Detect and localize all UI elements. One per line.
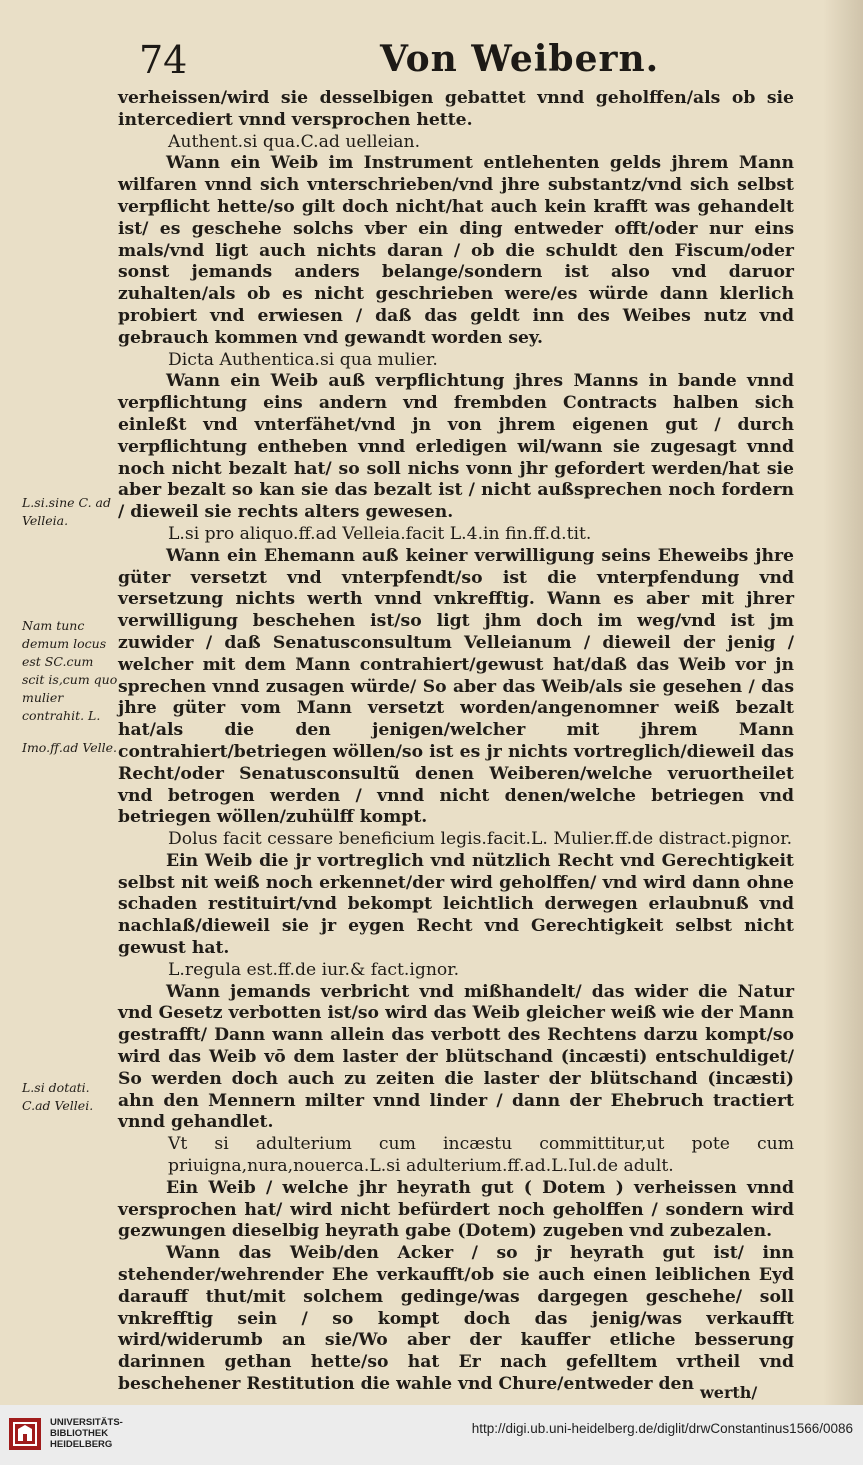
paragraph: Wann jemands verbricht vnd mißhandelt/ das wider die Natur vnd Gesetz verbotten ist/so wird das Weib gleicher weiß wie der Mann gestrafft/ Dann wann allein das verbott des Rechtens darzu kompt/so wird das Weib vō dem laster der blütschand (incæsti) entschuldiget/ So werden doch auch zu zeiten die laster der blütschand (incæsti) ahn den Mennern milter vnnd linder / dann der Ehebruch tractiert vnnd gehandlet.	[118, 981, 794, 1133]
text-line: verheissen/wird sie desselbigen gebattet vnnd geholffen/als ob sie intercediert vnnd versprochen hette.	[118, 88, 794, 130]
legal-citation: Dolus facit cessare beneficium legis.facit.L. Mulier.ff.de distract.pignor.	[168, 829, 793, 850]
paragraph: Wann ein Weib auß verpflichtung jhres Manns in bande vnnd verpflichtung eins andern vnd frembden Contracts halben sich einleßt vnd vnterfähet/vnd jn von jhrem eigenen gut / durch verpflichtung entheben vnnd erledigen wil/wann sie zugesagt vnnd noch nicht bezalt hat/ so soll nichs vonn jhr gefordert werden/hat sie aber bezalt so kan sie das bezalt ist / nicht außsprechen noch fordern / dieweil sie rechts alters gewesen.	[118, 371, 794, 523]
library-name-line: UNIVERSITÄTS-	[50, 1417, 123, 1428]
library-name-line: BIBLIOTHEK	[50, 1428, 109, 1439]
paragraph: Wann ein Weib im Instrument entlehenten gelds jhrem Mann wilfaren vnnd sich vnterschrieben/vnd jhre substantz/vnd sich selbst verpflicht hette/so gilt doch nicht/hat auch kein krafft was gehandelt ist/ es geschehe solchs vber ein ding entweder offt/oder nur eins mals/vnd ligt auch nichts daran / ob die schuldt den Fiscum/oder sonst jemands anders belange/sondern ist also vnd daruor zuhalten/als ob es nicht geschrieben were/es würde dann klerlich probiert vnd erwiesen / daß das geldt inn des Weibes nutz vnd gebrauch kommen vnd gewandt worden sey.	[118, 153, 794, 348]
main-text	[118, 88, 794, 1396]
catchword: werth/	[700, 1383, 758, 1402]
permalink-url[interactable]: http://digi.ub.uni-heidelberg.de/diglit/drwConstantinus1566/0086	[471, 1421, 853, 1436]
footer-bar	[0, 1405, 863, 1465]
legal-citation: Vt si adulterium cum incæstu committitur,ut pote cum priuigna,nura,nouerca.L.si adulterium.ff.ad.L.Iul.de adult.	[168, 1134, 794, 1177]
library-name-line: HEIDELBERG	[50, 1439, 113, 1450]
university-seal-icon	[8, 1417, 42, 1451]
paragraph: Wann ein Ehemann auß keiner verwilligung seins Eheweibs jhre güter versetzt vnd vnterpfendt/so ist die vnterpfendung vnd versetzung nichts werth vnnd vnkrefftig. Wann es aber mit jhrer verwilligung beschehen ist/so ligt jhm doch im weg/vnd ist jm zuwider / daß Senatusconsultum Velleianum / dieweil der jenig / welcher mit dem Mann contrahiert/gewust hat/daß das Weib vor jn sprechen vnnd zusagen würde/ So aber das Weib/als sie gesehen / das jhre güter vom Mann versetzt worden/angenomner weiß bezalt hat/als die den jenigen/welcher mit jhrem Mann contrahiert/betriegen wöllen/so ist es jr nichts vortreglich/dieweil das Recht/oder Senatusconsultũ denen Weiberen/welche veruortheilet vnd betrogen werden / vnnd nicht denen/welche betriegen vnd betriegen wöllen/zuhülff kompt.	[118, 545, 794, 828]
library-name	[50, 1417, 123, 1450]
margin-note: L.si.sine C. ad Velleia.	[22, 495, 112, 528]
legal-citation: Dicta Authentica.si qua mulier.	[168, 349, 438, 370]
margin-note: Nam tunc demum locus est SC.cum scit is,cum quo mulier contrahit. L.	[22, 618, 118, 723]
running-title: Von Weibern.	[380, 38, 660, 80]
page-number: 74	[139, 38, 188, 82]
paragraph: Ein Weib / welche jhr heyrath gut ( Dotem ) verheissen vnnd versprochen hat/ wird nicht befürdert noch geholffen / sondern wird gezwungen dieselbig heyrath gabe (Dotem) zugeben vnd zubezalen.	[118, 1177, 794, 1242]
margin-note: Imo.ff.ad Velle.	[22, 740, 117, 755]
legal-citation: Authent.si qua.C.ad uelleian.	[168, 131, 421, 152]
margin-note: L.si dotati. C.ad Vellei.	[22, 1080, 94, 1113]
legal-citation: L.regula est.ff.de iur.& fact.ignor.	[168, 959, 460, 980]
legal-citation: L.si pro aliquo.ff.ad Velleia.facit L.4.in fin.ff.d.tit.	[168, 523, 592, 544]
paragraph: Ein Weib die jr vortreglich vnd nützlich Recht vnd Gerechtigkeit selbst nit weiß noch erkennet/der wird geholffen/ vnd wird dann ohne schaden restituirt/vnd bekompt leichtlich derwegen erlaubnuß vnd nachlaß/dieweil sie jr eygen Recht vnd Gerechtigkeit selbst nicht gewust hat.	[118, 850, 794, 959]
page-header	[135, 36, 795, 88]
paragraph: Wann das Weib/den Acker / so jr heyrath gut ist/ inn stehender/wehrender Ehe verkaufft/ob sie auch einen leiblichen Eyd darauff thut/mit solchem gedinge/was dargegen geschehe/ soll vnkrefftig sein / so kompt doch das jenig/was verkaufft wird/widerumb an sie/Wo aber der kauffer etliche besserung darinnen gethan hette/so hat Er nach gefelltem vrtheil vnd beschehener Restitution die wahle vnd Chure/entweder den	[118, 1243, 794, 1395]
